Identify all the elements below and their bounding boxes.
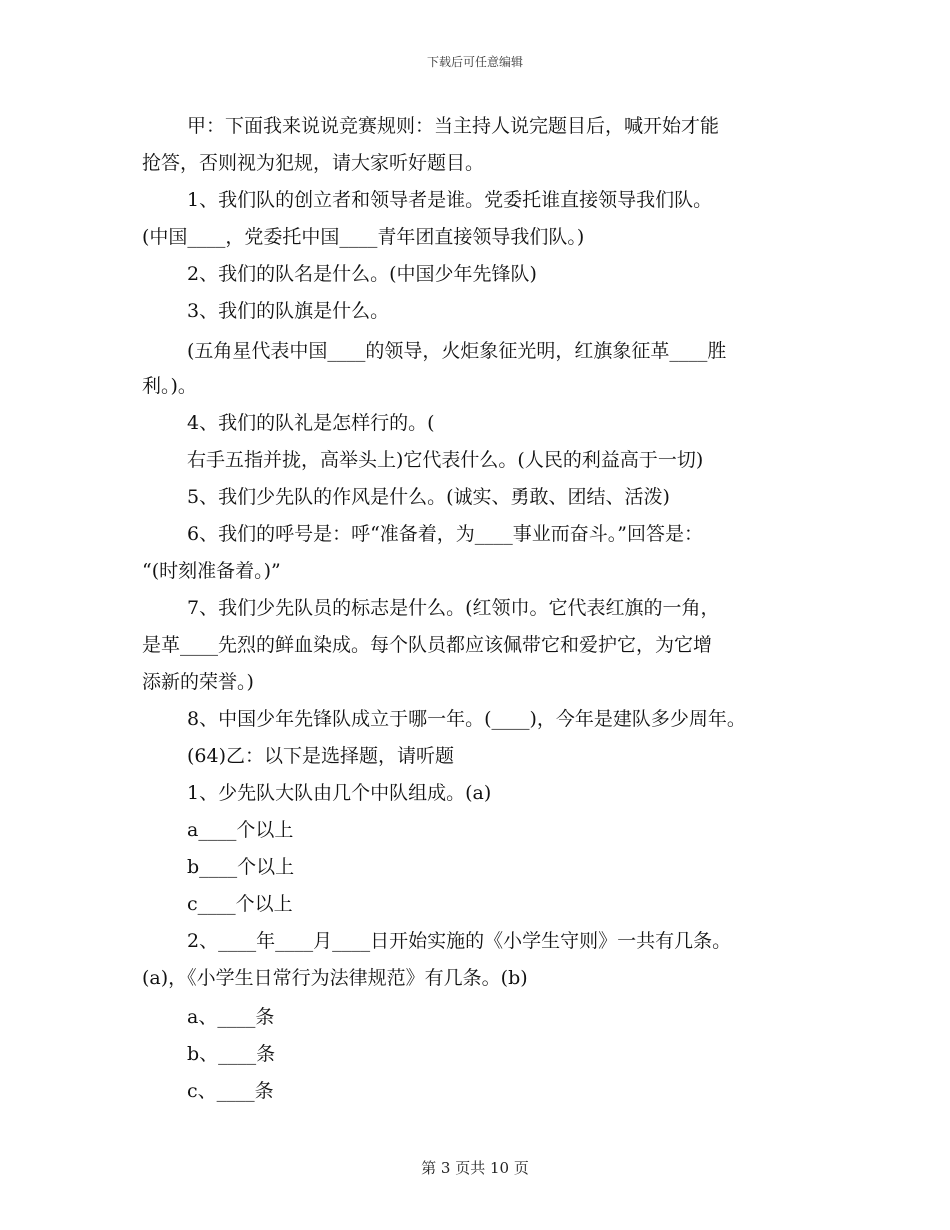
text-line: b、____条 (187, 1043, 276, 1065)
text-line: 甲：下面我来说说竞赛规则：当主持人说完题目后，喊开始才能 (187, 115, 720, 137)
text-line: 1、少先队大队由几个中队组成。(a) (187, 782, 492, 804)
text-line: 是革____先烈的鲜血染成。每个队员都应该佩带它和爱护它，为它增 (142, 634, 713, 656)
text-line: 8、中国少年先锋队成立于哪一年。(____)，今年是建队多少周年。 (187, 708, 746, 730)
text-line: (64)乙：以下是选择题，请听题 (187, 745, 455, 767)
text-line: 1、我们队的创立者和领导者是谁。党委托谁直接领导我们队。 (187, 189, 713, 211)
text-line: 利。)。 (142, 375, 197, 397)
text-line: 4、我们的队礼是怎样行的。( (187, 412, 435, 434)
text-line: (五角星代表中国____的领导，火炬象征光明，红旗象征革____胜 (187, 340, 727, 362)
text-line: 5、我们少先队的作风是什么。(诚实、勇敢、团结、活泼) (187, 486, 670, 508)
text-line: (a)，《小学生日常行为法律规范》有几条。(b) (142, 967, 528, 989)
text-line: (中国____，党委托中国____青年团直接领导我们队。) (142, 226, 585, 248)
text-line: 添新的荣誉。) (142, 671, 254, 693)
page-header: 下载后可任意编辑 (426, 55, 523, 69)
text-line: 3、我们的队旗是什么。 (187, 300, 390, 322)
text-line: b____个以上 (187, 856, 295, 878)
text-line: 7、我们少先队员的标志是什么。(红领巾。它代表红旗的一角， (187, 597, 720, 619)
text-line: 右手五指并拢，高举头上)它代表什么。(人民的利益高于一切) (187, 449, 704, 471)
text-line: c、____条 (187, 1080, 274, 1102)
text-line: c____个以上 (187, 893, 293, 915)
text-line: “(时刻准备着。)” (142, 560, 281, 582)
text-line: 2、____年____月____日开始实施的《小学生守则》一共有几条。 (187, 930, 732, 952)
page-footer: 第 3 页共 10 页 (421, 1159, 529, 1177)
text-line: a____个以上 (187, 819, 294, 841)
text-line: 2、我们的队名是什么。(中国少年先锋队) (187, 263, 537, 285)
text-line: 6、我们的呼号是：呼“准备着，为____事业而奋斗。”回答是： (187, 523, 704, 545)
text-line: a、____条 (187, 1006, 275, 1028)
text-line: 抢答，否则视为犯规，请大家听好题目。 (142, 152, 485, 174)
